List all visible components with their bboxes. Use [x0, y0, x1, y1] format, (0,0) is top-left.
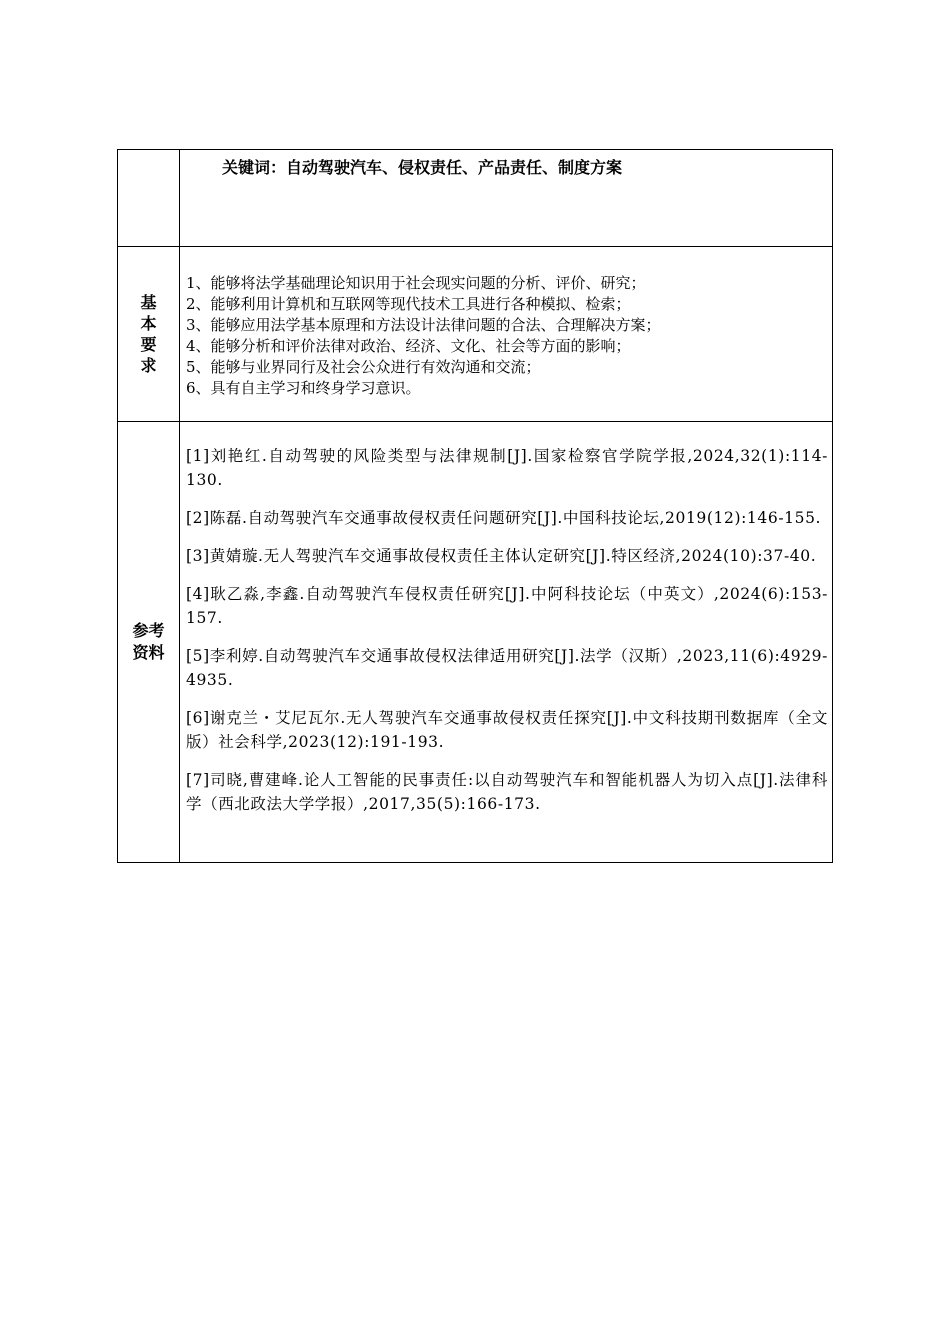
- requirements-label-char: 要: [140, 335, 157, 354]
- reference-item: [7]司晓,曹建峰.论人工智能的民事责任:以自动驾驶汽车和智能机器人为切入点[J].法律科学（西北政法大学学报）,2017,35(5):166-173.: [186, 771, 828, 813]
- references-label-line: 资料: [132, 643, 165, 662]
- references-list: [180, 422, 832, 816]
- requirement-item: 2、能够利用计算机和互联网等现代技术工具进行各种模拟、检索；: [186, 295, 631, 313]
- keywords-cell: [180, 150, 833, 247]
- references-row: [118, 422, 833, 863]
- requirement-item: 1、能够将法学基础理论知识用于社会现实问题的分析、评价、研究；: [186, 274, 646, 292]
- reference-item: [6]谢克兰・艾尼瓦尔.无人驾驶汽车交通事故侵权责任探究[J].中文科技期刊数据库（全文版）社会科学,2023(12):191-193.: [186, 709, 828, 751]
- requirement-item: 4、能够分析和评价法律对政治、经济、文化、社会等方面的影响；: [186, 337, 631, 355]
- reference-item: [3]黄婧璇.无人驾驶汽车交通事故侵权责任主体认定研究[J].特区经济,2024(10):37-40.: [186, 547, 817, 565]
- reference-item: [2]陈磊.自动驾驶汽车交通事故侵权责任问题研究[J].中国科技论坛,2019(12):146-155.: [186, 509, 822, 527]
- requirement-item: 5、能够与业界同行及社会公众进行有效沟通和交流；: [186, 358, 541, 376]
- requirements-cell: [180, 247, 833, 422]
- references-label-line: 参考: [132, 621, 165, 640]
- reference-item: [1]刘艳红.自动驾驶的风险类型与法律规制[J].国家检察官学院学报,2024,32(1):114-130.: [186, 447, 828, 489]
- references-cell: [180, 422, 833, 863]
- requirement-item: 6、具有自主学习和终身学习意识。: [186, 379, 421, 397]
- requirements-label: [118, 292, 179, 376]
- requirement-item: 3、能够应用法学基本原理和方法设计法律问题的合法、合理解决方案；: [186, 316, 661, 334]
- thesis-info-table: [117, 149, 833, 863]
- references-label-cell: [118, 422, 180, 863]
- requirements-row: [118, 247, 833, 422]
- requirements-list: [180, 247, 832, 399]
- requirements-label-char: 基: [140, 293, 157, 312]
- keywords-row-label-cell: [118, 150, 180, 247]
- references-label: [118, 620, 179, 664]
- reference-item: [4]耿乙淼,李鑫.自动驾驶汽车侵权责任研究[J].中阿科技论坛（中英文）,2024(6):153-157.: [186, 585, 828, 627]
- requirements-label-char: 本: [140, 314, 157, 333]
- keywords-row: [118, 150, 833, 247]
- requirements-label-char: 求: [140, 356, 157, 375]
- reference-item: [5]李利婷.自动驾驶汽车交通事故侵权法律适用研究[J].法学（汉斯）,2023,11(6):4929-4935.: [186, 647, 828, 689]
- requirements-label-cell: [118, 247, 180, 422]
- keywords-line: 关键词：自动驾驶汽车、侵权责任、产品责任、制度方案: [222, 158, 623, 177]
